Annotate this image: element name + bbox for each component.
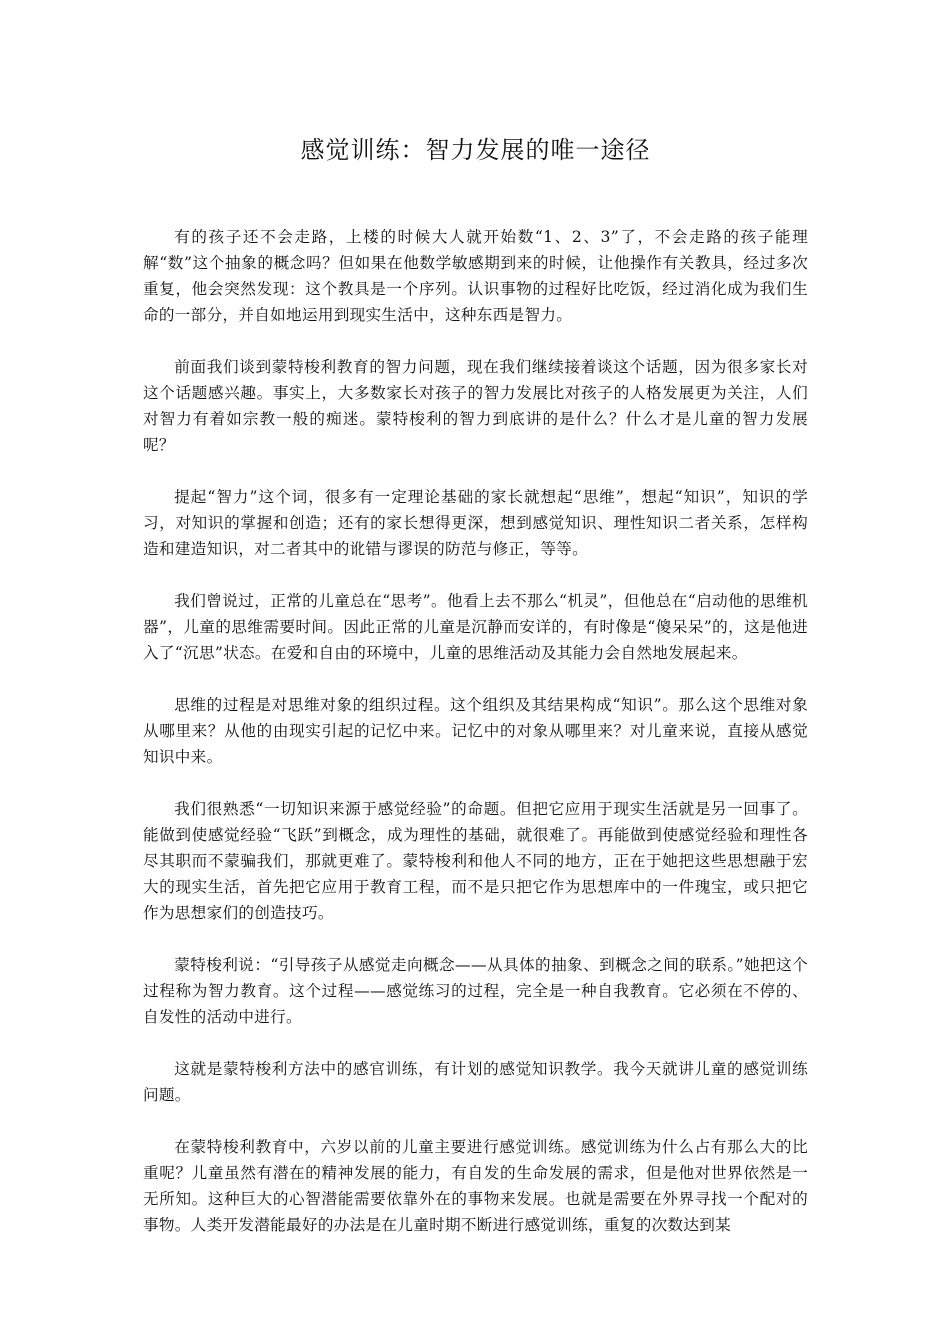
paragraph-3: 提起“智力”这个词，很多有一定理论基础的家长就想起“思维”，想起“知识”，知识的学习，对知识的掌握和创造；还有的家长想得更深，想到感觉知识、理性知识二者关系，怎样构造和建造知识，对二者其中的讹错与谬误的防范与修正，等等。 bbox=[143, 488, 808, 558]
paragraph-7: 蒙特梭利说：“引导孩子从感觉走向概念——从具体的抽象、到概念之间的联系。”她把这个过程称为智力教育。这个过程——感觉练习的过程，完全是一种自我教育。它必须在不停的、自发性的活动中进行。 bbox=[143, 956, 808, 1026]
document-body bbox=[143, 224, 808, 1264]
paragraph-6: 我们很熟悉“一切知识来源于感觉经验”的命题。但把它应用于现实生活就是另一回事了。能做到使感觉经验“飞跃”到概念，成为理性的基础，就很难了。再能做到使感觉经验和理性各尽其职而不蒙骗我们，那就更难了。蒙特梭利和他人不同的地方，正在于她把这些思想融于宏大的现实生活，首先把它应用于教育工程，而不是只把它作为思想库中的一件瑰宝，或只把它作为思想家们的创造技巧。 bbox=[143, 800, 808, 922]
paragraph-5: 思维的过程是对思维对象的组织过程。这个组织及其结果构成“知识”。那么这个思维对象从哪里来？从他的由现实引起的记忆中来。记忆中的对象从哪里来？对儿童来说，直接从感觉知识中来。 bbox=[143, 696, 808, 766]
document-title: 感觉训练：智力发展的唯一途径 bbox=[300, 136, 651, 164]
document-page bbox=[143, 0, 808, 1344]
paragraph-8: 这就是蒙特梭利方法中的感官训练，有计划的感觉知识教学。我今天就讲儿童的感觉训练问题。 bbox=[143, 1060, 808, 1104]
paragraph-2: 前面我们谈到蒙特梭利教育的智力问题，现在我们继续接着谈这个话题，因为很多家长对这个话题感兴趣。事实上，大多数家长对孩子的智力发展比对孩子的人格发展更为关注，人们对智力有着如宗教一般的痴迷。蒙特梭利的智力到底讲的是什么？什么才是儿童的智力发展呢？ bbox=[143, 358, 808, 454]
paragraph-9: 在蒙特梭利教育中，六岁以前的儿童主要进行感觉训练。感觉训练为什么占有那么大的比重呢？儿童虽然有潜在的精神发展的能力，有自发的生命发展的需求，但是他对世界依然是一无所知。这种巨大的心智潜能需要依靠外在的事物来发展。也就是需要在外界寻找一个配对的事物。人类开发潜能最好的办法是在儿童时期不断进行感觉训练，重复的次数达到某 bbox=[143, 1138, 808, 1234]
paragraph-1: 有的孩子还不会走路，上楼的时候大人就开始数“1、2、3”了，不会走路的孩子能理解“数”这个抽象的概念吗？但如果在他数学敏感期到来的时候，让他操作有关教具，经过多次重复，他会突然发现：这个教具是一个序列。认识事物的过程好比吃饭，经过消化成为我们生命的一部分，并自如地运用到现实生活中，这种东西是智力。 bbox=[143, 228, 808, 324]
paragraph-4: 我们曾说过，正常的儿童总在“思考”。他看上去不那么“机灵”，但他总在“启动他的思维机器”，儿童的思维需要时间。因此正常的儿童是沉静而安详的，有时像是“傻呆呆”的，这是他进入了“沉思”状态。在爱和自由的环境中，儿童的思维活动及其能力会自然地发展起来。 bbox=[143, 592, 808, 662]
